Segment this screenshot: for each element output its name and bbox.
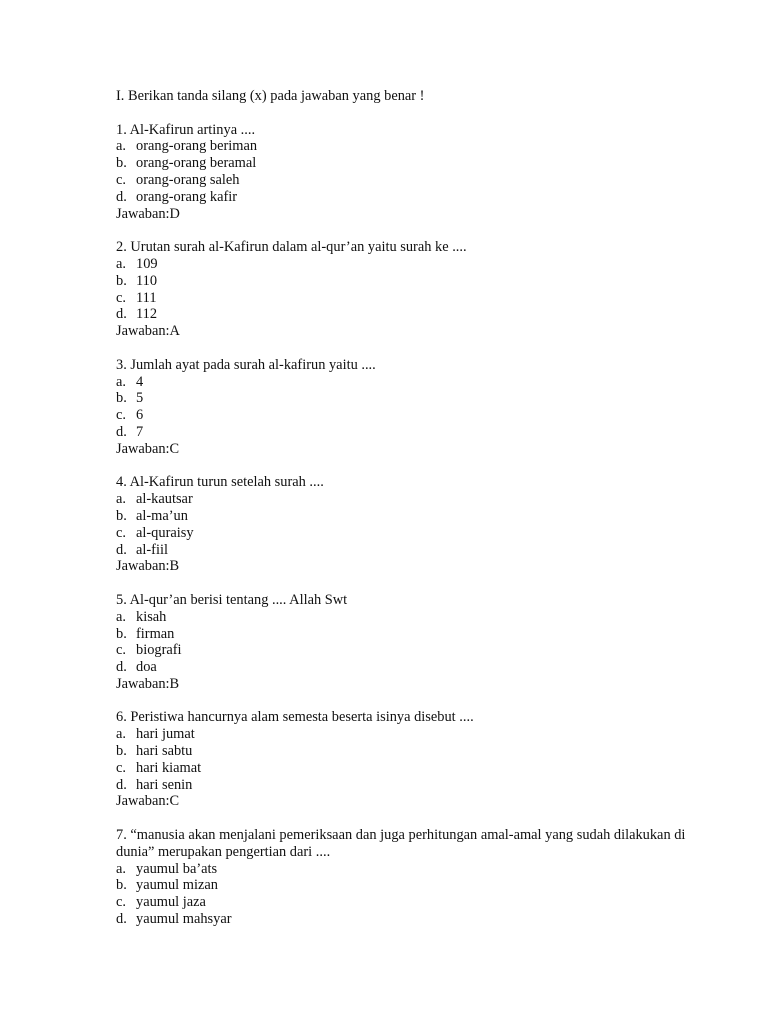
option-letter: c. <box>116 894 126 911</box>
option-letter: c. <box>116 524 126 541</box>
option-b <box>116 273 716 290</box>
option-d <box>116 777 716 794</box>
option-letter: b. <box>116 272 127 289</box>
option-letter: b. <box>116 507 127 524</box>
answer-key: Jawaban:B <box>116 675 180 692</box>
option-letter: d. <box>116 776 127 793</box>
question-1 <box>116 122 716 223</box>
option-a <box>116 374 716 391</box>
spacer <box>116 340 716 357</box>
option-letter: c. <box>116 642 126 659</box>
option-letter: c. <box>116 289 126 306</box>
option-d <box>116 542 716 559</box>
answer-key: Jawaban:C <box>116 440 180 457</box>
option-text: 6 <box>136 407 144 424</box>
option-text: yaumul jaza <box>136 894 206 911</box>
option-text: biografi <box>136 642 182 659</box>
option-b <box>116 626 716 643</box>
question-stem: 3. Jumlah ayat pada surah al-kafirun yaitu .... <box>116 356 376 373</box>
option-text: 111 <box>136 289 157 306</box>
option-a <box>116 138 716 155</box>
option-text: 4 <box>136 373 144 390</box>
option-d <box>116 911 716 928</box>
option-letter: a. <box>116 138 126 155</box>
option-text: doa <box>136 659 157 676</box>
instruction-heading: I. Berikan tanda silang (x) pada jawaban yang benar ! <box>116 88 425 104</box>
option-c <box>116 172 716 189</box>
option-text: al-kautsar <box>136 491 193 508</box>
option-b <box>116 390 716 407</box>
option-text: orang-orang kafir <box>136 188 238 205</box>
spacer <box>116 458 716 475</box>
question-2 <box>116 239 716 340</box>
option-letter: c. <box>116 407 126 424</box>
option-text: orang-orang saleh <box>136 171 240 188</box>
option-b <box>116 743 716 760</box>
option-text: 109 <box>136 255 158 272</box>
option-a <box>116 726 716 743</box>
option-letter: d. <box>116 306 127 323</box>
question-stem: 2. Urutan surah al-Kafirun dalam al-qur’an yaitu surah ke .... <box>116 239 467 256</box>
option-letter: b. <box>116 743 127 760</box>
option-text: al-fiil <box>136 541 168 558</box>
question-4 <box>116 474 716 575</box>
option-a <box>116 491 716 508</box>
option-text: yaumul ba’ats <box>136 860 218 877</box>
option-letter: d. <box>116 188 127 205</box>
option-text: yaumul mizan <box>136 877 218 894</box>
option-letter: d. <box>116 911 127 928</box>
spacer <box>116 222 716 239</box>
spacer <box>116 810 716 827</box>
question-stem: 6. Peristiwa hancurnya alam semesta beserta isinya disebut .... <box>116 709 474 726</box>
option-text: orang-orang beriman <box>136 138 258 155</box>
spacer <box>116 693 716 710</box>
option-letter: a. <box>116 491 126 508</box>
option-c <box>116 894 716 911</box>
option-text: kisah <box>136 608 167 625</box>
option-letter: c. <box>116 171 126 188</box>
option-letter: a. <box>116 860 126 877</box>
question-stem: 4. Al-Kafirun turun setelah surah .... <box>116 474 324 491</box>
option-text: hari sabtu <box>136 743 193 760</box>
option-text: al-ma’un <box>136 507 188 524</box>
option-text: al-quraisy <box>136 524 194 541</box>
option-text: yaumul mahsyar <box>136 911 232 928</box>
option-text: hari kiamat <box>136 759 202 776</box>
question-3 <box>116 357 716 458</box>
option-text: hari senin <box>136 776 193 793</box>
option-letter: d. <box>116 423 127 440</box>
option-letter: a. <box>116 255 126 272</box>
option-a <box>116 609 716 626</box>
question-stem: 7. “manusia akan menjalani pemeriksaan dan juga perhitungan amal-amal yang sudah dilakukan di dunia” merupakan pengertian dari .... <box>116 827 686 860</box>
option-c <box>116 642 716 659</box>
option-letter: a. <box>116 608 126 625</box>
answer-key: Jawaban:B <box>116 558 180 575</box>
option-a <box>116 861 716 878</box>
option-b <box>116 508 716 525</box>
option-d <box>116 659 716 676</box>
option-text: orang-orang beramal <box>136 155 257 172</box>
option-letter: b. <box>116 877 127 894</box>
answer-key: Jawaban:C <box>116 793 180 810</box>
spacer <box>116 575 716 592</box>
option-c <box>116 407 716 424</box>
option-text: 5 <box>136 390 144 407</box>
option-text: firman <box>136 625 175 642</box>
option-c <box>116 290 716 307</box>
quiz-content <box>116 88 716 928</box>
option-text: 110 <box>136 272 158 289</box>
question-stem: 5. Al-qur’an berisi tentang .... Allah Swt <box>116 591 348 608</box>
option-d <box>116 306 716 323</box>
option-letter: a. <box>116 726 126 743</box>
option-letter: b. <box>116 390 127 407</box>
answer-key: Jawaban:D <box>116 205 180 222</box>
option-d <box>116 189 716 206</box>
option-letter: c. <box>116 759 126 776</box>
option-letter: d. <box>116 659 127 676</box>
option-b <box>116 877 716 894</box>
option-d <box>116 424 716 441</box>
option-text: 7 <box>136 423 144 440</box>
question-6 <box>116 709 716 810</box>
option-letter: d. <box>116 541 127 558</box>
option-b <box>116 155 716 172</box>
option-letter: b. <box>116 155 127 172</box>
option-c <box>116 525 716 542</box>
option-c <box>116 760 716 777</box>
option-text: 112 <box>136 306 158 323</box>
option-text: hari jumat <box>136 726 195 743</box>
option-letter: a. <box>116 373 126 390</box>
question-stem: 1. Al-Kafirun artinya .... <box>116 121 256 138</box>
question-7 <box>116 827 716 928</box>
answer-key: Jawaban:A <box>116 323 180 340</box>
spacer <box>116 105 716 122</box>
option-a <box>116 256 716 273</box>
question-5 <box>116 592 716 693</box>
option-letter: b. <box>116 625 127 642</box>
